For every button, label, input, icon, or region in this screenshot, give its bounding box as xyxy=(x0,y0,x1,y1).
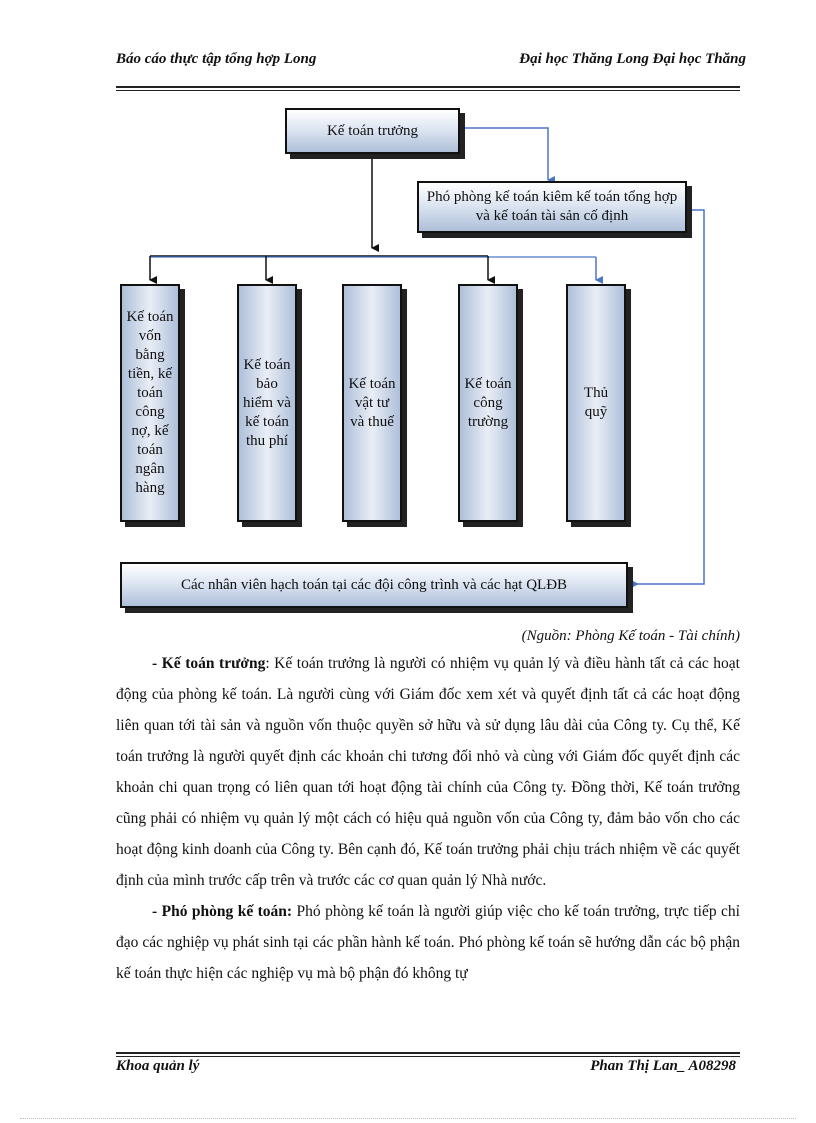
connector-deputy-to-staff xyxy=(632,210,704,584)
paragraph-body: Phó phòng kế toán là người giúp việc cho kế toán trưởng, trực tiếp chỉ đạo các nghiệp vụ phát sinh tại các phần hành kế toán. Phó phòng kế toán sẽ hướng dẫn các bộ phận kế toán thực hiện các nghiệp vụ mà bộ phận đó không tự xyxy=(116,903,740,982)
branch-label-4: Kế toán công trường xyxy=(464,375,512,430)
branch-label-1: Kế toán vốn bằng tiền, kế toán công nợ, kế toán ngân hàng xyxy=(126,309,174,496)
paragraph-lead: - Phó phòng kế toán: xyxy=(152,903,293,920)
connector-top-to-deputy xyxy=(460,128,548,180)
branch-box-materials-tax xyxy=(342,284,402,522)
field-staff-label: Các nhân viên hạch toán tại các đội công trình và các hạt QLĐB xyxy=(180,576,568,593)
branch-label-2: Kế toán bảo hiểm và kế toán thu phí xyxy=(243,356,291,449)
branch-box-insurance-fees xyxy=(237,284,297,522)
footer-rule-thin xyxy=(116,1056,740,1057)
branch-box-cash-debt-bank xyxy=(120,284,180,522)
header-right-title: Đại học Thăng Long Đại học Thăng xyxy=(519,51,746,67)
page-edge-dotted xyxy=(20,1118,796,1119)
footer-faculty: Khoa quản lý xyxy=(116,1058,200,1074)
source-note: (Nguồn: Phòng Kế toán - Tài chính) xyxy=(521,628,740,644)
footer-author: Phan Thị Lan_ A08298 xyxy=(590,1058,736,1074)
header-left-title: Báo cáo thực tập tổng hợp Long xyxy=(116,51,317,67)
branch-box-site-accounting xyxy=(458,284,518,522)
deputy-head-box xyxy=(417,181,687,233)
body-text xyxy=(116,648,740,989)
chief-accountant-label: Kế toán trưởng xyxy=(326,122,419,139)
footer-rule-thick xyxy=(116,1052,740,1054)
paragraph-body: : Kế toán trưởng là người có nhiệm vụ quản lý và điều hành tất cả các hoạt động của phòng kế toán. Là người cùng với Giám đốc xem xét và quyết định tất cả các hoạt động liên quan tới tài sản và nguồn vốn thuộc quyền sở hữu và sử dụng lâu dài của Công ty. Cụ thể, Kế toán trưởng là người quyết định các khoản chi tương đối nhỏ và cùng với Giám đốc quyết định các khoản chi quan trọng có liên quan tới hoạt động tài chính của Công ty. Đồng thời, Kế toán trưởng cũng phải có nhiệm vụ quản lý một cách có hiệu quả nguồn vốn của Công ty, đảm bảo vốn cho các hoạt động kinh doanh của Công ty. Bên cạnh đó, Kế toán trưởng phải chịu trách nhiệm về các quyết định của mình trước cấp trên và trước các cơ quan quản lý Nhà nước. xyxy=(116,655,740,889)
branch-box-treasurer xyxy=(566,284,626,522)
paragraph-deputy xyxy=(116,896,740,989)
branch-label-3: Kế toán vật tư và thuế xyxy=(348,375,396,430)
branch-label-5: Thủ quỹ xyxy=(583,385,609,420)
chief-accountant-box xyxy=(285,108,460,154)
field-staff-box xyxy=(120,562,628,608)
paragraph-lead: - Kế toán trưởng xyxy=(152,655,266,672)
paragraph-chief-accountant xyxy=(116,648,740,896)
deputy-head-label: Phó phòng kế toán kiêm kế toán tổng hợp và kế toán tài sản cố định xyxy=(426,189,678,224)
